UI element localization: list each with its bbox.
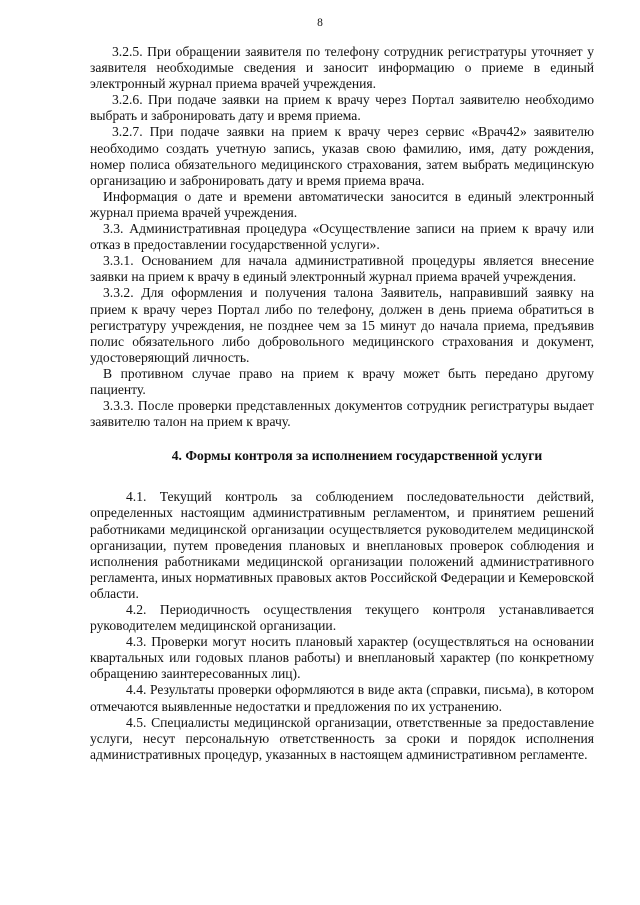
paragraph-3-3-3: 3.3.3. После проверки представленных документов сотрудник регистратуры выдает заявителю талон на прием к врачу.: [90, 398, 594, 430]
paragraph-otherwise: В противном случае право на прием к врачу может быть передано другому пациенту.: [90, 365, 594, 397]
paragraph-3-3: 3.3. Административная процедура «Осуществление записи на прием к врачу или отказ в предоставлении государственной услуги».: [90, 221, 594, 253]
paragraph-3-3-2: 3.3.2. Для оформления и получения талона Заявитель, направивший заявку на прием к врачу через Портал либо по телефону, должен в день приема обратиться в регистратуру учреждения, не позднее чем за 15 минут до начала приема, предъявив полис обязательного либо добровольного медицинского страхования и документ, удостоверяющий личность.: [90, 285, 594, 365]
page-number: 8: [317, 17, 323, 29]
paragraph-4-4: 4.4. Результаты проверки оформляются в виде акта (справки, письма), в котором отмечаются выявленные недостатки и предложения по их устранению.: [90, 682, 594, 714]
paragraph-4-3: 4.3. Проверки могут носить плановый характер (осуществляться на основании квартальных или годовых планов работы) и внеплановый характер (по конкретному обращению заинтересованных лиц).: [90, 634, 594, 682]
document-body: [90, 44, 594, 763]
paragraph-3-2-7: 3.2.7. При подаче заявки на прием к врачу через сервис «Врач42» заявителю необходимо создать учетную запись, указав свою фамилию, имя, дату рождения, номер полиса обязательного медицинского страхования, затем выбрать медицинскую организацию и забронировать дату и время приема врача.: [90, 124, 594, 188]
paragraph-3-2-5: 3.2.5. При обращении заявителя по телефону сотрудник регистратуры уточняет у заявителя необходимые сведения и заносит информацию о приеме в единый электронный журнал приема врачей учреждения.: [90, 44, 594, 92]
section-4-title: 4. Формы контроля за исполнением государственной услуги: [171, 448, 543, 464]
paragraph-4-1: 4.1. Текущий контроль за соблюдением последовательности действий, определенных настоящим административным регламентом, и принятием решений работниками медицинской организации осуществляется руководителем медицинской организации, путем проведения плановых и внеплановых проверок соблюдения и исполнения работниками медицинской организации положений административного регламента, иных нормативных правовых актов Российской Федерации и Кемеровской области.: [90, 489, 594, 601]
paragraph-3-2-6: 3.2.6. При подаче заявки на прием к врачу через Портал заявителю необходимо выбрать и забронировать дату и время приема.: [90, 92, 594, 124]
paragraph-3-3-1: 3.3.1. Основанием для начала административной процедуры является внесение заявки на прием к врачу в единый электронный журнал приема врачей учреждения.: [90, 253, 594, 285]
paragraph-4-2: 4.2. Периодичность осуществления текущего контроля устанавливается руководителем медицинской организации.: [90, 602, 594, 634]
paragraph-info: Информация о дате и времени автоматически заносится в единый электронный журнал приема врачей учреждения.: [90, 188, 594, 220]
paragraph-4-5: 4.5. Специалисты медицинской организации, ответственные за предоставление услуги, несут персональную ответственность за сроки и порядок исполнения административных процедур, указанных в настоящем административном регламенте.: [90, 714, 594, 762]
